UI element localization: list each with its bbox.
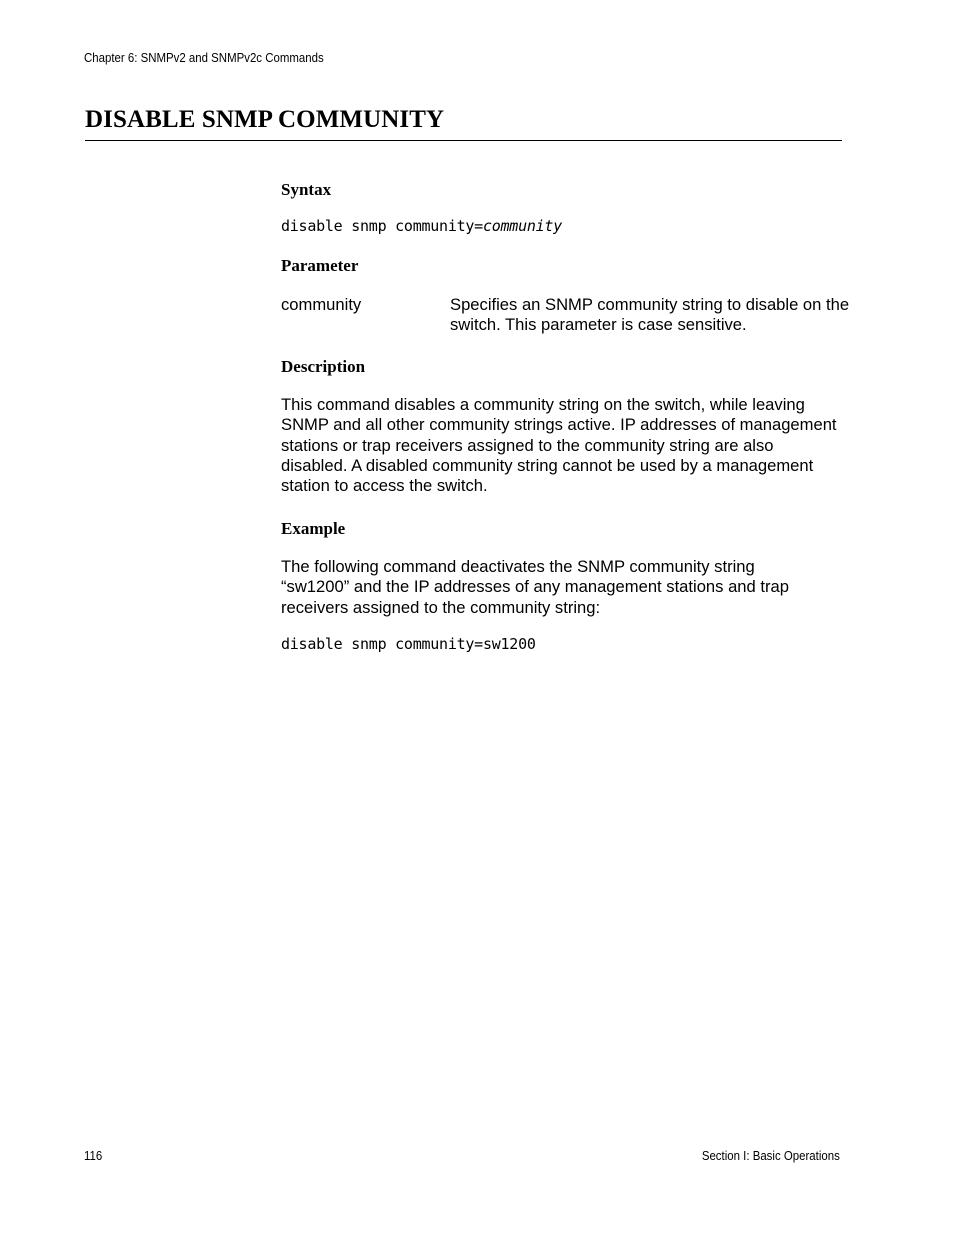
example-text: The following command deactivates the SNMP community string “sw1200” and the IP addresses of any management stations and trap receivers assigned to the community string: [281, 557, 789, 617]
example-heading: Example [281, 519, 346, 538]
example-command: disable snmp community=sw1200 [281, 635, 536, 653]
description-heading: Description [281, 357, 366, 376]
running-header: Chapter 6: SNMPv2 and SNMPv2c Commands [84, 50, 324, 65]
parameter-heading: Parameter [281, 256, 359, 275]
syntax-command-text: disable snmp community= [281, 217, 483, 235]
description-text: This command disables a community string on the switch, while leaving SNMP and all other community strings active. IP addresses of management stations or trap receivers assigned to the community string are also disabled. A disabled community string cannot be used by a management station to access the switch. [281, 395, 837, 496]
syntax-command [281, 217, 562, 235]
syntax-heading: Syntax [281, 180, 332, 199]
title-divider [85, 140, 842, 141]
page-number: 116 [84, 1148, 103, 1163]
footer-section: Section I: Basic Operations [702, 1148, 840, 1163]
parameter-description: Specifies an SNMP community string to disable on the switch. This parameter is case sensitive. [450, 295, 850, 335]
parameter-name: community [281, 295, 362, 314]
syntax-argument: community [482, 217, 562, 235]
page-title: DISABLE SNMP COMMUNITY [85, 106, 445, 133]
